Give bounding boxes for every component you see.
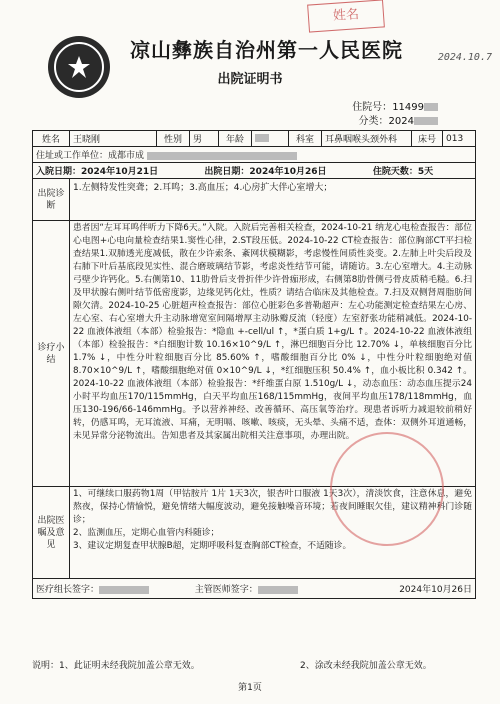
hospital-name: 凉山彝族自治州第一人民医院 xyxy=(130,38,403,62)
dept-value: 耳鼻咽喉头颈外科 xyxy=(322,131,412,147)
sex-label: 性别 xyxy=(157,131,190,147)
advice-list xyxy=(70,487,476,579)
advice-item: 3、建议定期复查甲状腺B超，定期呼吸科复查胸部CT检查，不适随诊。 xyxy=(73,541,352,551)
signature-row: 医疗组长签字： 主管医师签字： 2024年10月26日 xyxy=(33,579,476,599)
bed-label: 床号 xyxy=(412,131,443,147)
bed-value: 013 xyxy=(443,131,476,147)
note-2: 2、涂改未经我院加盖公章无效。 xyxy=(300,661,432,671)
discharge-form xyxy=(32,130,476,599)
document-title: 出院证明书 xyxy=(217,72,283,87)
advice-item: 1、可继续口服药物1周（甲钴胺片 1片 1天3次，银杏叶口服液 1天3次），清淡饮食，注意休息，避免熬夜，保持心情愉悦，避免情绪大幅度波动，避免接触噪音环境；若夜间睡眠欠佳，建议精神科门诊随诊； xyxy=(73,489,472,525)
top-red-stamp: 姓名 xyxy=(307,0,385,33)
summary-label: 诊疗小结 xyxy=(33,221,70,487)
hospital-logo-icon xyxy=(48,36,110,98)
name-value: 王晓刚 xyxy=(70,131,157,147)
category-line: 分类：2024 xyxy=(359,112,438,127)
diagnosis-text: 1.左侧特发性突聋；2.耳鸣；3.高血压；4.心房扩大伴心室增大； xyxy=(70,179,476,221)
dates-row: 入院日期：2024年10月21日 出院日期：2024年10月26日 住院天数：5天 xyxy=(33,163,476,179)
address-row: 住址或工作单位：成都市成 xyxy=(33,147,476,163)
age-value xyxy=(252,131,289,147)
page-number: 第1页 xyxy=(238,683,262,693)
name-label: 姓名 xyxy=(33,131,70,147)
advice-item: 2、监测血压，定期心血管内科随诊； xyxy=(73,528,220,538)
sex-value: 男 xyxy=(190,131,219,147)
note-1: 说明：1、此证明未经我院加盖公章无效。 xyxy=(32,661,200,671)
dept-label: 科室 xyxy=(289,131,322,147)
handwritten-note: 2024.10.7 xyxy=(437,52,492,63)
summary-text: 患者因“左耳耳鸣伴听力下降6天。”入院。入院后完善相关检查，2024-10-21 纳龙心电检查报告：部位心电图+心电向量检查结果1.窦性心律，2.ST段压低。2024-10-22 CT检查报告：部位胸部CT平扫检查结果1.双肺透光度减低，散在少许索条、紊网状模糊影，考虑慢性间质性炎变。2.左肺上叶尖后段及右肺下叶后基底段见实性、混合磨玻璃结节影，考虑炎性结节可能，请随访。3.左心室增大。4.主动脉弓壁少许钙化。5.右侧第10、11肋骨后支骨折伴少许骨痂形成，右侧第8肋骨侧弓骨皮质稍毛糙。6.扫及甲状腺右侧叶结节低密度影，边缘见钙化灶，性质？请结合临床及其他检查。7.扫及双侧肾周脂肪间隙欠清。2024-10-25 心脏超声检查报告：部位心脏彩色多普勒超声：左心功能测定检查结果左心房、左心室、右心室增大升主动脉增宽室间隔增厚主动脉瓣反流（轻度）左室舒张功能稍减低。2024-10-22 血液体液组（本部）检验报告：*隐血 +-cell/ul ↑，*蛋白质 1+g/L ↑。2024-10-22 血液体液组（本部）检验报告：*白细胞计数 10.16×10^9/L ↑，淋巴细胞百分比 12.70% ↓，单核细胞百分比 1.7% ↓，中性分叶粒细胞百分比 85.60% ↑，嗜酸细胞百分比 0% ↓，中性分叶粒细胞绝对值 8.70×10^9/L ↑，嗜酸细胞绝对值 0×10^9/L ↓，*红细胞压积 50.4% ↑，血小板比积 0.342 ↑。2024-10-22 血液体液组（本部）检验报告：*纤维蛋白原 1.510g/L ↓，动态血压：动态血压提示24小时平均血压170/115mmHg，白天平均血压168/115mmHg，夜间平均血压178/118mmHg，血压130-196/66-146mmHg。予以营养神经、改善循环、高压氧等治疗。现患者诉听力减退较前稍好转，仍感耳鸣，无耳流液、耳痛，无明嗝、咳嗽、咳痰，无头晕、头痛不适，查体：双侧外耳道通畅，未见异常分泌物流出。告知患者及其家属出院相关注意事项，办理出院。 xyxy=(70,221,476,487)
age-label: 年龄 xyxy=(219,131,252,147)
diagnosis-label: 出院诊断 xyxy=(33,179,70,221)
hospital-no: 住院号：11499 xyxy=(352,98,438,113)
advice-label: 出院医嘱及意见 xyxy=(33,487,70,579)
